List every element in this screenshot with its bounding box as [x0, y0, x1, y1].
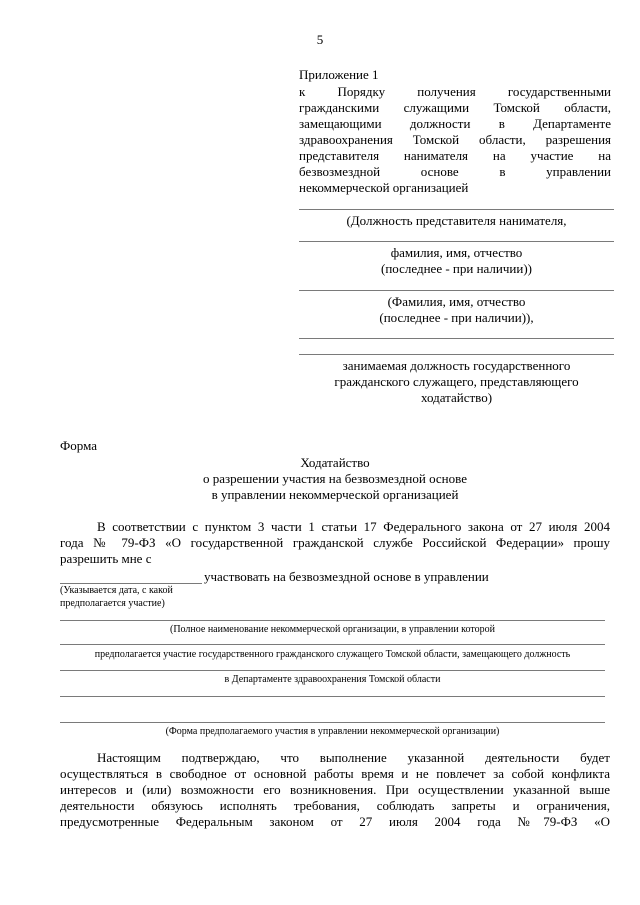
- participation-hint: (Форма предполагаемого участия в управлении некоммерческой организации): [165, 726, 500, 737]
- appendix-title: Приложение 1: [299, 67, 379, 82]
- employee-position-hint: гражданского служащего, представляющего: [334, 374, 579, 389]
- appendix-line: гражданскими служащими Томской области,: [299, 100, 611, 115]
- employee-position-hint: занимаемая должность государственного: [342, 358, 571, 373]
- employee-name-hint: (Фамилия, имя, отчество: [387, 294, 526, 309]
- body-line: деятельности обязуюсь исполнять требования, соблюдать запреты и ограничения,: [60, 798, 610, 813]
- blank-line: [299, 209, 614, 210]
- form-label: Форма: [60, 438, 97, 453]
- appendix-line: замещающими должности в Департаменте: [299, 116, 611, 131]
- org-blank-line: [60, 620, 605, 621]
- employer-name-hint: (последнее - при наличии)): [381, 261, 532, 276]
- body-line: участвовать на безвозмездной основе в управлении: [204, 569, 489, 584]
- date-hint: (Указывается дата, с какой: [60, 585, 173, 596]
- appendix-line: представителя нанимателя на участие на: [299, 148, 611, 163]
- org-hint: (Полное наименование некоммерческой организации, в управлении которой: [170, 624, 495, 635]
- document-subtitle: о разрешении участия на безвозмездной основе: [203, 471, 467, 486]
- body-line: года № 79-ФЗ «О государственной гражданской службе Российской Федерации» прошу: [60, 535, 610, 550]
- blank-line: [299, 290, 614, 291]
- blank-line: [299, 338, 614, 339]
- org-blank-line: [60, 670, 605, 671]
- employer-position-hint: (Должность представителя нанимателя,: [346, 213, 567, 228]
- org-hint: в Департаменте здравоохранения Томской области: [224, 674, 441, 685]
- body-line: Настоящим подтверждаю, что выполнение указанной деятельности будет: [97, 750, 610, 765]
- org-blank-line: [60, 696, 605, 697]
- appendix-line: к Порядку получения государственными: [299, 84, 611, 99]
- document-subtitle: в управлении некоммерческой организацией: [211, 487, 459, 502]
- document-title: Ходатайство: [300, 455, 370, 470]
- appendix-line: безвозмездной основе в управлении: [299, 164, 611, 179]
- participation-blank-line: [60, 722, 605, 723]
- employee-name-hint: (последнее - при наличии)),: [379, 310, 534, 325]
- blank-line: [299, 354, 614, 355]
- blank-line: [299, 241, 614, 242]
- date-hint: предполагается участие): [60, 598, 165, 609]
- body-line: предусмотренные Федеральным законом от 27 июля 2004 года №79-ФЗ «О: [60, 814, 610, 829]
- appendix-line: здравоохранения Томской области, разрешения: [299, 132, 611, 147]
- org-blank-line: [60, 644, 605, 645]
- org-hint: предполагается участие государственного гражданского служащего Томской области, замещающего должность: [94, 649, 571, 660]
- body-line: разрешить мне с: [60, 551, 152, 566]
- page-number: 5: [316, 32, 324, 47]
- body-line: интересов и (или) возможности его возникновения. При осуществлении указанной выше: [60, 782, 610, 797]
- employer-name-hint: фамилия, имя, отчество: [390, 245, 523, 260]
- body-line: осуществляться в свободное от основной работы время и не повлечет за собой конфликта: [60, 766, 610, 781]
- body-line: В соответствии с пунктом 3 части 1 статьи 17 Федерального закона от 27 июля 2004: [97, 519, 610, 534]
- appendix-line: некоммерческой организацией: [299, 180, 469, 195]
- employee-position-hint: ходатайство): [420, 390, 493, 405]
